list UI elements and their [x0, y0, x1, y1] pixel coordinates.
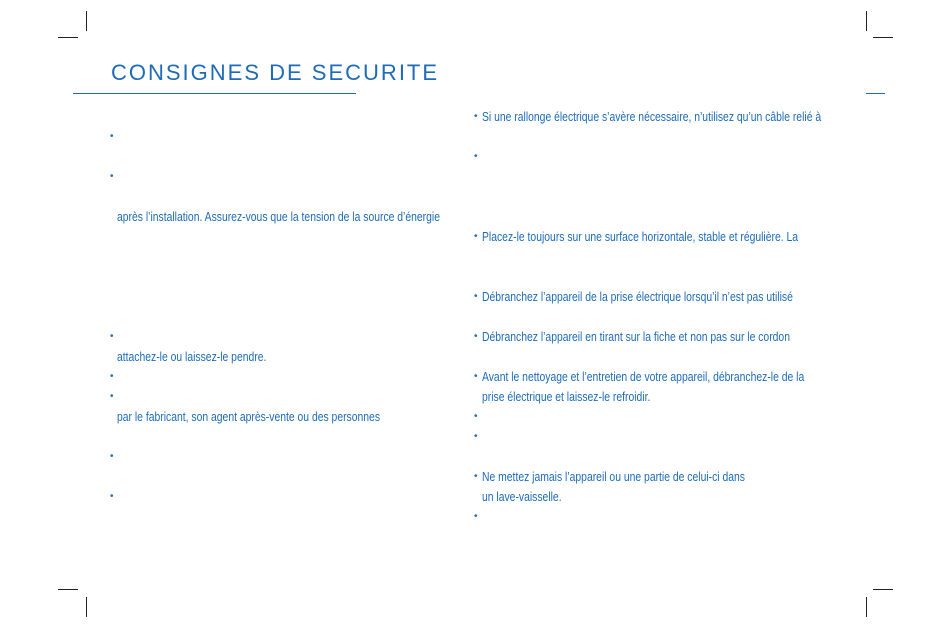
crop-mark — [58, 589, 78, 590]
text-line: après l’installation. Assurez-vous que la tension de la source d’énergie — [117, 210, 440, 224]
list-item-cleaning-cont: prise électrique et laissez-le refroidir. — [482, 390, 651, 404]
title-underline — [73, 93, 356, 94]
bullet: • — [474, 371, 478, 382]
crop-mark — [58, 37, 78, 38]
bullet: • — [474, 511, 478, 522]
crop-mark — [866, 597, 867, 617]
bullet: • — [110, 171, 114, 182]
list-item-unplug: Débranchez l’appareil de la prise électrique lorsqu’il n’est pas utilisé — [482, 290, 793, 304]
text-line: attachez-le ou laissez-le pendre. — [117, 350, 267, 364]
bullet: • — [474, 431, 478, 442]
bullet: • — [110, 491, 114, 502]
crop-mark — [86, 597, 87, 617]
bullet: • — [110, 391, 114, 402]
text-line: par le fabricant, son agent après-vente ou des personnes — [117, 410, 381, 424]
bullet: • — [474, 331, 478, 342]
crop-mark — [873, 589, 893, 590]
list-item-rallonge: Si une rallonge électrique s’avère nécessaire, n’utilisez qu’un câble relié à — [482, 110, 822, 124]
margin-rule — [866, 93, 885, 94]
bullet: • — [474, 151, 478, 162]
list-item-dishwasher-cont: un lave-vaisselle. — [482, 490, 562, 504]
bullet: • — [474, 471, 478, 482]
crop-mark — [866, 11, 867, 31]
list-item-cleaning: Avant le nettoyage et l’entretien de votre appareil, débranchez-le de la — [482, 370, 805, 384]
bullet: • — [474, 411, 478, 422]
bullet: • — [110, 331, 114, 342]
crop-mark — [86, 11, 87, 31]
list-item-dishwasher: Ne mettez jamais l’appareil ou une partie de celui-ci dans — [482, 470, 745, 484]
bullet: • — [474, 111, 478, 122]
bullet: • — [110, 131, 114, 142]
bullet: • — [110, 451, 114, 462]
list-item-surface: Placez-le toujours sur une surface horizontale, stable et régulière. La — [482, 230, 799, 244]
page-title: CONSIGNES DE SECURITE — [111, 60, 440, 85]
crop-mark — [873, 37, 893, 38]
bullet: • — [474, 231, 478, 242]
list-item-pull-plug: Débranchez l’appareil en tirant sur la fiche et non pas sur le cordon — [482, 330, 790, 344]
bullet: • — [110, 371, 114, 382]
bullet: • — [474, 291, 478, 302]
